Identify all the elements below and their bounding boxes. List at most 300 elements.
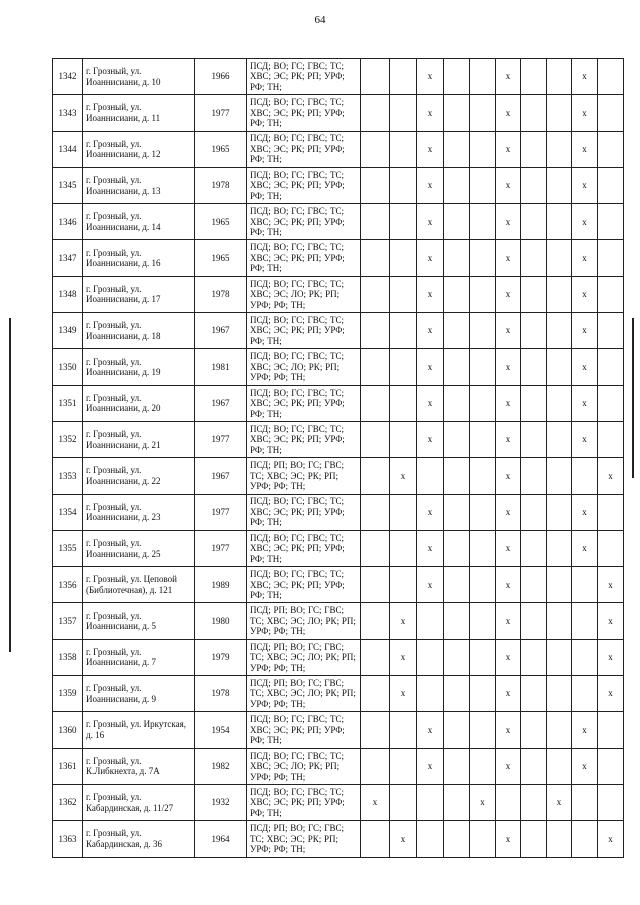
mark-cell: x [572,95,598,131]
mark-cell [470,567,496,603]
mark-cell: x [390,821,417,857]
mark-cell [572,567,598,603]
mark-cell: x [572,748,598,784]
right-scan-rule [632,318,634,478]
mark-cell [444,530,470,566]
mark-cell [361,240,390,276]
table-row [53,349,624,385]
mark-cell [444,59,470,95]
year-built-cell: 1981 [195,349,247,385]
mark-cell: x [496,494,521,530]
mark-cell [390,712,417,748]
mark-cell: x [417,567,444,603]
address-cell: г. Грозный, ул. Иоаннисиани, д. 5 [83,603,195,639]
mark-cell [417,639,444,675]
mark-cell [547,639,572,675]
table-row [53,421,624,457]
table-row [53,676,624,712]
mark-cell: x [496,349,521,385]
row-number-cell: 1360 [53,712,83,748]
mark-cell [572,603,598,639]
mark-cell [521,313,547,349]
address-cell: г. Грозный, ул. Иоаннисиани, д. 13 [83,167,195,203]
address-cell: г. Грозный, ул. Иркутская, д. 16 [83,712,195,748]
systems-cell: ПСД; ВО; ГС; ГВС; ТС; ХВС; ЭС; ЛО; РК; РП; УРФ; РФ; ТН; [247,748,361,784]
mark-cell: x [496,313,521,349]
row-number-cell: 1347 [53,240,83,276]
mark-cell [390,494,417,530]
mark-cell: x [572,421,598,457]
mark-cell: x [496,276,521,312]
year-built-cell: 1966 [195,59,247,95]
mark-cell: x [496,821,521,857]
mark-cell [572,639,598,675]
housing-registry-table [52,58,624,858]
mark-cell: x [417,349,444,385]
left-scan-rule [9,318,11,652]
table-row [53,167,624,203]
mark-cell [598,167,624,203]
mark-cell [444,421,470,457]
systems-cell: ПСД; ВО; ГС; ГВС; ТС; ХВС; ЭС; РК; РП; УРФ; РФ; ТН; [247,421,361,457]
mark-cell: x [361,784,390,820]
systems-cell: ПСД; ВО; ГС; ГВС; ТС; ХВС; ЭС; РК; РП; УРФ; РФ; ТН; [247,204,361,240]
mark-cell [521,639,547,675]
address-cell: г. Грозный, ул. Иоаннисиани, д. 20 [83,385,195,421]
mark-cell: x [572,59,598,95]
mark-cell [390,421,417,457]
mark-cell: x [496,458,521,494]
mark-cell [547,313,572,349]
row-number-cell: 1342 [53,59,83,95]
mark-cell: x [496,95,521,131]
mark-cell [444,276,470,312]
mark-cell [598,494,624,530]
systems-cell: ПСД; ВО; ГС; ГВС; ТС; ХВС; ЭС; ЛО; РК; РП; УРФ; РФ; ТН; [247,349,361,385]
mark-cell: x [417,240,444,276]
mark-cell: x [417,385,444,421]
systems-cell: ПСД; РП; ВО; ГС; ГВС; ТС; ХВС; ЭС; ЛО; РК; РП; УРФ; РФ; ТН; [247,676,361,712]
systems-cell: ПСД; РП; ВО; ГС; ГВС; ТС; ХВС; ЭС; РК; РП; УРФ; РФ; ТН; [247,821,361,857]
mark-cell [390,276,417,312]
mark-cell: x [598,567,624,603]
year-built-cell: 1977 [195,530,247,566]
mark-cell [470,458,496,494]
mark-cell [417,676,444,712]
mark-cell: x [496,639,521,675]
mark-cell [444,313,470,349]
mark-cell [444,349,470,385]
mark-cell [361,712,390,748]
systems-cell: ПСД; РП; ВО; ГС; ГВС; ТС; ХВС; ЭС; ЛО; РК; РП; УРФ; РФ; ТН; [247,603,361,639]
systems-cell: ПСД; РП; ВО; ГС; ГВС; ТС; ХВС; ЭС; РК; РП; УРФ; РФ; ТН; [247,458,361,494]
address-cell: г. Грозный, ул. К.Либкнехта, д. 7А [83,748,195,784]
row-number-cell: 1353 [53,458,83,494]
address-cell: г. Грозный, ул. Иоаннисиани, д. 18 [83,313,195,349]
address-cell: г. Грозный, ул. Иоаннисиани, д. 23 [83,494,195,530]
mark-cell [470,639,496,675]
mark-cell [547,95,572,131]
systems-cell: ПСД; ВО; ГС; ГВС; ТС; ХВС; ЭС; РК; РП; УРФ; РФ; ТН; [247,313,361,349]
mark-cell [547,349,572,385]
table-row [53,639,624,675]
mark-cell [470,59,496,95]
mark-cell: x [417,59,444,95]
mark-cell [361,567,390,603]
mark-cell [361,95,390,131]
mark-cell [572,458,598,494]
table-row [53,603,624,639]
table-row [53,240,624,276]
mark-cell [470,95,496,131]
mark-cell [390,567,417,603]
mark-cell [361,603,390,639]
year-built-cell: 1932 [195,784,247,820]
mark-cell: x [496,240,521,276]
mark-cell: x [598,603,624,639]
mark-cell [417,603,444,639]
year-built-cell: 1964 [195,821,247,857]
mark-cell [470,240,496,276]
mark-cell [547,494,572,530]
row-number-cell: 1352 [53,421,83,457]
mark-cell: x [496,131,521,167]
mark-cell [521,494,547,530]
mark-cell [598,313,624,349]
mark-cell [417,821,444,857]
mark-cell [547,421,572,457]
mark-cell [470,603,496,639]
year-built-cell: 1967 [195,385,247,421]
mark-cell [598,748,624,784]
mark-cell: x [390,603,417,639]
mark-cell: x [417,167,444,203]
mark-cell [547,59,572,95]
systems-cell: ПСД; ВО; ГС; ГВС; ТС; ХВС; ЭС; РК; РП; УРФ; РФ; ТН; [247,131,361,167]
mark-cell: x [496,421,521,457]
mark-cell [496,784,521,820]
mark-cell [390,240,417,276]
mark-cell [361,131,390,167]
systems-cell: ПСД; ВО; ГС; ГВС; ТС; ХВС; ЭС; РК; РП; УРФ; РФ; ТН; [247,567,361,603]
mark-cell [521,204,547,240]
address-cell: г. Грозный, ул. Иоаннисиани, д. 19 [83,349,195,385]
mark-cell [444,494,470,530]
row-number-cell: 1346 [53,204,83,240]
table-row [53,748,624,784]
table-row [53,784,624,820]
mark-cell [444,603,470,639]
mark-cell [521,349,547,385]
mark-cell: x [496,385,521,421]
mark-cell [470,204,496,240]
mark-cell: x [390,639,417,675]
mark-cell: x [572,712,598,748]
mark-cell: x [572,349,598,385]
year-built-cell: 1965 [195,240,247,276]
mark-cell [598,240,624,276]
mark-cell [547,748,572,784]
mark-cell [444,167,470,203]
year-built-cell: 1977 [195,421,247,457]
mark-cell [390,167,417,203]
mark-cell [598,276,624,312]
address-cell: г. Грозный, ул. Иоаннисиани, д. 22 [83,458,195,494]
mark-cell [390,204,417,240]
table-row [53,458,624,494]
registry-body [53,59,624,858]
table-row [53,276,624,312]
systems-cell: ПСД; ВО; ГС; ГВС; ТС; ХВС; ЭС; РК; РП; УРФ; РФ; ТН; [247,712,361,748]
mark-cell: x [417,712,444,748]
address-cell: г. Грозный, ул. Иоаннисиани, д. 17 [83,276,195,312]
mark-cell [521,748,547,784]
mark-cell: x [496,712,521,748]
mark-cell [361,385,390,421]
mark-cell: x [547,784,572,820]
table-row [53,530,624,566]
mark-cell [444,204,470,240]
mark-cell [521,95,547,131]
mark-cell: x [417,421,444,457]
mark-cell [470,676,496,712]
mark-cell [361,821,390,857]
year-built-cell: 1977 [195,95,247,131]
mark-cell: x [572,240,598,276]
mark-cell [598,712,624,748]
systems-cell: ПСД; ВО; ГС; ГВС; ТС; ХВС; ЭС; РК; РП; УРФ; РФ; ТН; [247,240,361,276]
mark-cell: x [572,204,598,240]
mark-cell [521,784,547,820]
mark-cell [470,276,496,312]
mark-cell: x [572,313,598,349]
address-cell: г. Грозный, ул. Иоаннисиани, д. 12 [83,131,195,167]
mark-cell [361,494,390,530]
systems-cell: ПСД; ВО; ГС; ГВС; ТС; ХВС; ЭС; РК; РП; УРФ; РФ; ТН; [247,530,361,566]
mark-cell: x [598,639,624,675]
mark-cell [521,567,547,603]
year-built-cell: 1967 [195,458,247,494]
mark-cell [444,821,470,857]
mark-cell: x [496,748,521,784]
mark-cell [390,385,417,421]
mark-cell [547,240,572,276]
systems-cell: ПСД; ВО; ГС; ГВС; ТС; ХВС; ЭС; РК; РП; УРФ; РФ; ТН; [247,95,361,131]
mark-cell [598,131,624,167]
mark-cell: x [496,167,521,203]
mark-cell [470,821,496,857]
mark-cell: x [496,603,521,639]
mark-cell [470,349,496,385]
mark-cell [521,821,547,857]
row-number-cell: 1356 [53,567,83,603]
mark-cell [390,530,417,566]
mark-cell [547,676,572,712]
mark-cell: x [417,494,444,530]
mark-cell: x [598,676,624,712]
systems-cell: ПСД; ВО; ГС; ГВС; ТС; ХВС; ЭС; РК; РП; УРФ; РФ; ТН; [247,59,361,95]
row-number-cell: 1345 [53,167,83,203]
mark-cell [390,349,417,385]
year-built-cell: 1978 [195,167,247,203]
mark-cell [390,59,417,95]
year-built-cell: 1954 [195,712,247,748]
mark-cell: x [417,95,444,131]
mark-cell [444,95,470,131]
mark-cell [470,421,496,457]
mark-cell [444,639,470,675]
mark-cell: x [496,204,521,240]
table-row [53,712,624,748]
address-cell: г. Грозный, ул. Иоаннисиани, д. 16 [83,240,195,276]
mark-cell: x [572,530,598,566]
row-number-cell: 1358 [53,639,83,675]
systems-cell: ПСД; ВО; ГС; ГВС; ТС; ХВС; ЭС; РК; РП; УРФ; РФ; ТН; [247,167,361,203]
mark-cell [361,313,390,349]
mark-cell: x [572,494,598,530]
mark-cell: x [496,676,521,712]
address-cell: г. Грозный, ул. Кабардинская, д. 11/27 [83,784,195,820]
systems-cell: ПСД; ВО; ГС; ГВС; ТС; ХВС; ЭС; РК; РП; УРФ; РФ; ТН; [247,784,361,820]
mark-cell [444,567,470,603]
address-cell: г. Грозный, ул. Иоаннисиани, д. 25 [83,530,195,566]
mark-cell [390,784,417,820]
mark-cell: x [572,385,598,421]
address-cell: г. Грозный, ул. Иоаннисиани, д. 7 [83,639,195,675]
row-number-cell: 1359 [53,676,83,712]
systems-cell: ПСД; ВО; ГС; ГВС; ТС; ХВС; ЭС; РК; РП; УРФ; РФ; ТН; [247,494,361,530]
mark-cell [521,421,547,457]
mark-cell [361,167,390,203]
mark-cell [444,784,470,820]
row-number-cell: 1350 [53,349,83,385]
mark-cell [547,458,572,494]
row-number-cell: 1343 [53,95,83,131]
year-built-cell: 1977 [195,494,247,530]
mark-cell [444,131,470,167]
mark-cell [361,59,390,95]
mark-cell: x [496,567,521,603]
mark-cell [361,349,390,385]
mark-cell [521,603,547,639]
mark-cell: x [496,530,521,566]
year-built-cell: 1965 [195,131,247,167]
mark-cell [361,421,390,457]
address-cell: г. Грозный, ул. Иоаннисиани, д. 10 [83,59,195,95]
mark-cell [598,784,624,820]
mark-cell: x [496,59,521,95]
mark-cell [417,458,444,494]
mark-cell [547,167,572,203]
mark-cell [444,712,470,748]
mark-cell: x [417,748,444,784]
mark-cell [547,385,572,421]
mark-cell [547,603,572,639]
row-number-cell: 1344 [53,131,83,167]
mark-cell [470,748,496,784]
mark-cell [521,676,547,712]
mark-cell [547,131,572,167]
mark-cell: x [417,204,444,240]
year-built-cell: 1978 [195,676,247,712]
mark-cell [521,530,547,566]
row-number-cell: 1351 [53,385,83,421]
mark-cell [521,167,547,203]
mark-cell [547,712,572,748]
mark-cell [361,204,390,240]
row-number-cell: 1361 [53,748,83,784]
mark-cell [598,530,624,566]
address-cell: г. Грозный, ул. Иоаннисиани, д. 21 [83,421,195,457]
mark-cell: x [417,313,444,349]
systems-cell: ПСД; ВО; ГС; ГВС; ТС; ХВС; ЭС; РК; РП; УРФ; РФ; ТН; [247,385,361,421]
mark-cell [361,676,390,712]
mark-cell [572,821,598,857]
mark-cell [470,131,496,167]
mark-cell [444,748,470,784]
page-number: 64 [314,14,326,26]
table-row [53,204,624,240]
mark-cell: x [470,784,496,820]
mark-cell [521,240,547,276]
row-number-cell: 1348 [53,276,83,312]
row-number-cell: 1363 [53,821,83,857]
year-built-cell: 1979 [195,639,247,675]
mark-cell [390,131,417,167]
mark-cell [390,313,417,349]
year-built-cell: 1965 [195,204,247,240]
mark-cell [444,240,470,276]
mark-cell [361,639,390,675]
mark-cell [572,676,598,712]
row-number-cell: 1357 [53,603,83,639]
mark-cell [521,385,547,421]
mark-cell [598,349,624,385]
mark-cell [572,784,598,820]
year-built-cell: 1967 [195,313,247,349]
mark-cell [444,458,470,494]
systems-cell: ПСД; ВО; ГС; ГВС; ТС; ХВС; ЭС; ЛО; РК; РП; УРФ; РФ; ТН; [247,276,361,312]
row-number-cell: 1362 [53,784,83,820]
address-cell: г. Грозный, ул. Иоаннисиани, д. 11 [83,95,195,131]
year-built-cell: 1982 [195,748,247,784]
table-row [53,567,624,603]
mark-cell [547,530,572,566]
table-row [53,59,624,95]
mark-cell [470,530,496,566]
mark-cell [521,59,547,95]
mark-cell: x [390,458,417,494]
mark-cell [470,385,496,421]
mark-cell [521,458,547,494]
mark-cell [470,494,496,530]
table-row [53,95,624,131]
mark-cell: x [417,276,444,312]
mark-cell [470,712,496,748]
mark-cell: x [572,167,598,203]
mark-cell: x [598,821,624,857]
row-number-cell: 1354 [53,494,83,530]
mark-cell: x [598,458,624,494]
address-cell: г. Грозный, ул. Иоаннисиани, д. 14 [83,204,195,240]
mark-cell: x [417,530,444,566]
table-row [53,385,624,421]
mark-cell [521,276,547,312]
mark-cell: x [390,676,417,712]
mark-cell [361,458,390,494]
table-row [53,494,624,530]
row-number-cell: 1349 [53,313,83,349]
